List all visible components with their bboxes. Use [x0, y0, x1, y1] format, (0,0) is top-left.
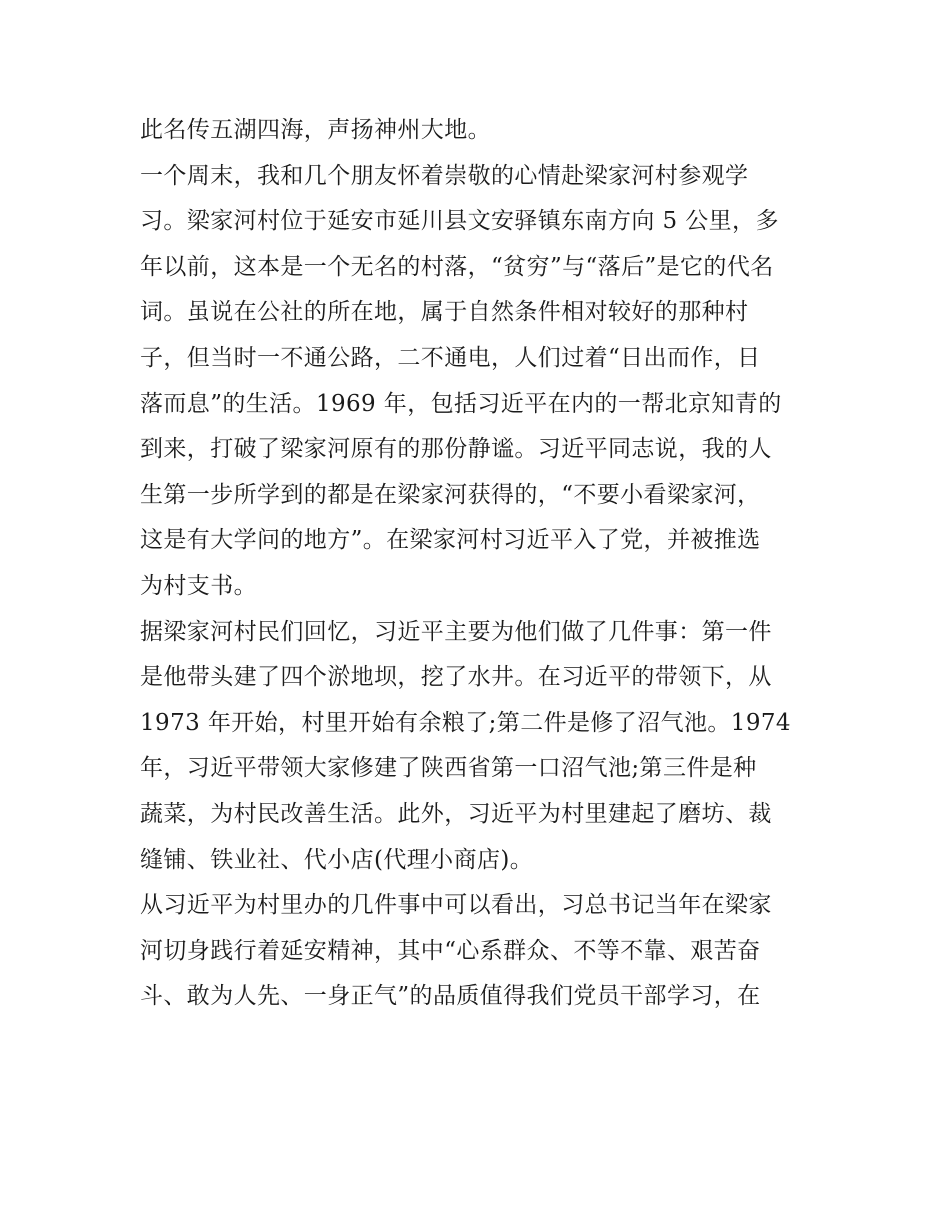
- article-body: [140, 108, 815, 1020]
- text-line: 1973 年开始，村里开始有余粮了;第二件是修了沼气池。1974: [140, 709, 791, 736]
- text-line: 词。虽说在公社的所在地，属于自然条件相对较好的那种村: [140, 299, 749, 326]
- text-line: 落而息”的生活。1969 年，包括习近平在内的一帮北京知青的: [140, 390, 782, 417]
- text-line: 生第一步所学到的都是在梁家河获得的，“不要小看梁家河，: [140, 481, 761, 508]
- text-line: 年以前，这本是一个无名的村落，“贫穷”与“落后”是它的代名: [140, 253, 774, 280]
- text-line: 一个周末，我和几个朋友怀着崇敬的心情赴梁家河村参观学: [140, 162, 749, 189]
- text-line: 从习近平为村里办的几件事中可以看出，习总书记当年在梁家: [140, 892, 772, 919]
- text-line: 习。梁家河村位于延安市延川县文安驿镇东南方向 5 公里，多: [140, 208, 779, 235]
- text-line: 缝铺、铁业社、代小店(代理小商店)。: [140, 846, 534, 873]
- text-line: 年，习近平带领大家修建了陕西省第一口沼气池;第三件是种: [140, 755, 757, 782]
- text-line: 这是有大学问的地方”。在梁家河村习近平入了党，并被推选: [140, 527, 761, 554]
- text-line: 河切身践行着延安精神，其中“心系群众、不等不靠、艰苦奋: [140, 937, 761, 964]
- text-line: 子，但当时一不通公路，二不通电，人们过着“日出而作，日: [140, 344, 761, 371]
- text-line: 到来，打破了梁家河原有的那份静谧。习近平同志说，我的人: [140, 436, 772, 463]
- text-line: 此名传五湖四海，声扬神州大地。: [140, 117, 491, 143]
- text-line: 斗、敢为人先、一身正气”的品质值得我们党员干部学习，在: [140, 983, 761, 1010]
- text-line: 是他带头建了四个淤地坝，挖了水井。在习近平的带领下，从: [140, 664, 772, 691]
- text-line: 为村支书。: [140, 572, 257, 599]
- text-line: 据梁家河村民们回忆，习近平主要为他们做了几件事：第一件: [140, 618, 772, 645]
- text-line: 蔬菜，为村民改善生活。此外，习近平为村里建起了磨坊、裁: [140, 800, 772, 827]
